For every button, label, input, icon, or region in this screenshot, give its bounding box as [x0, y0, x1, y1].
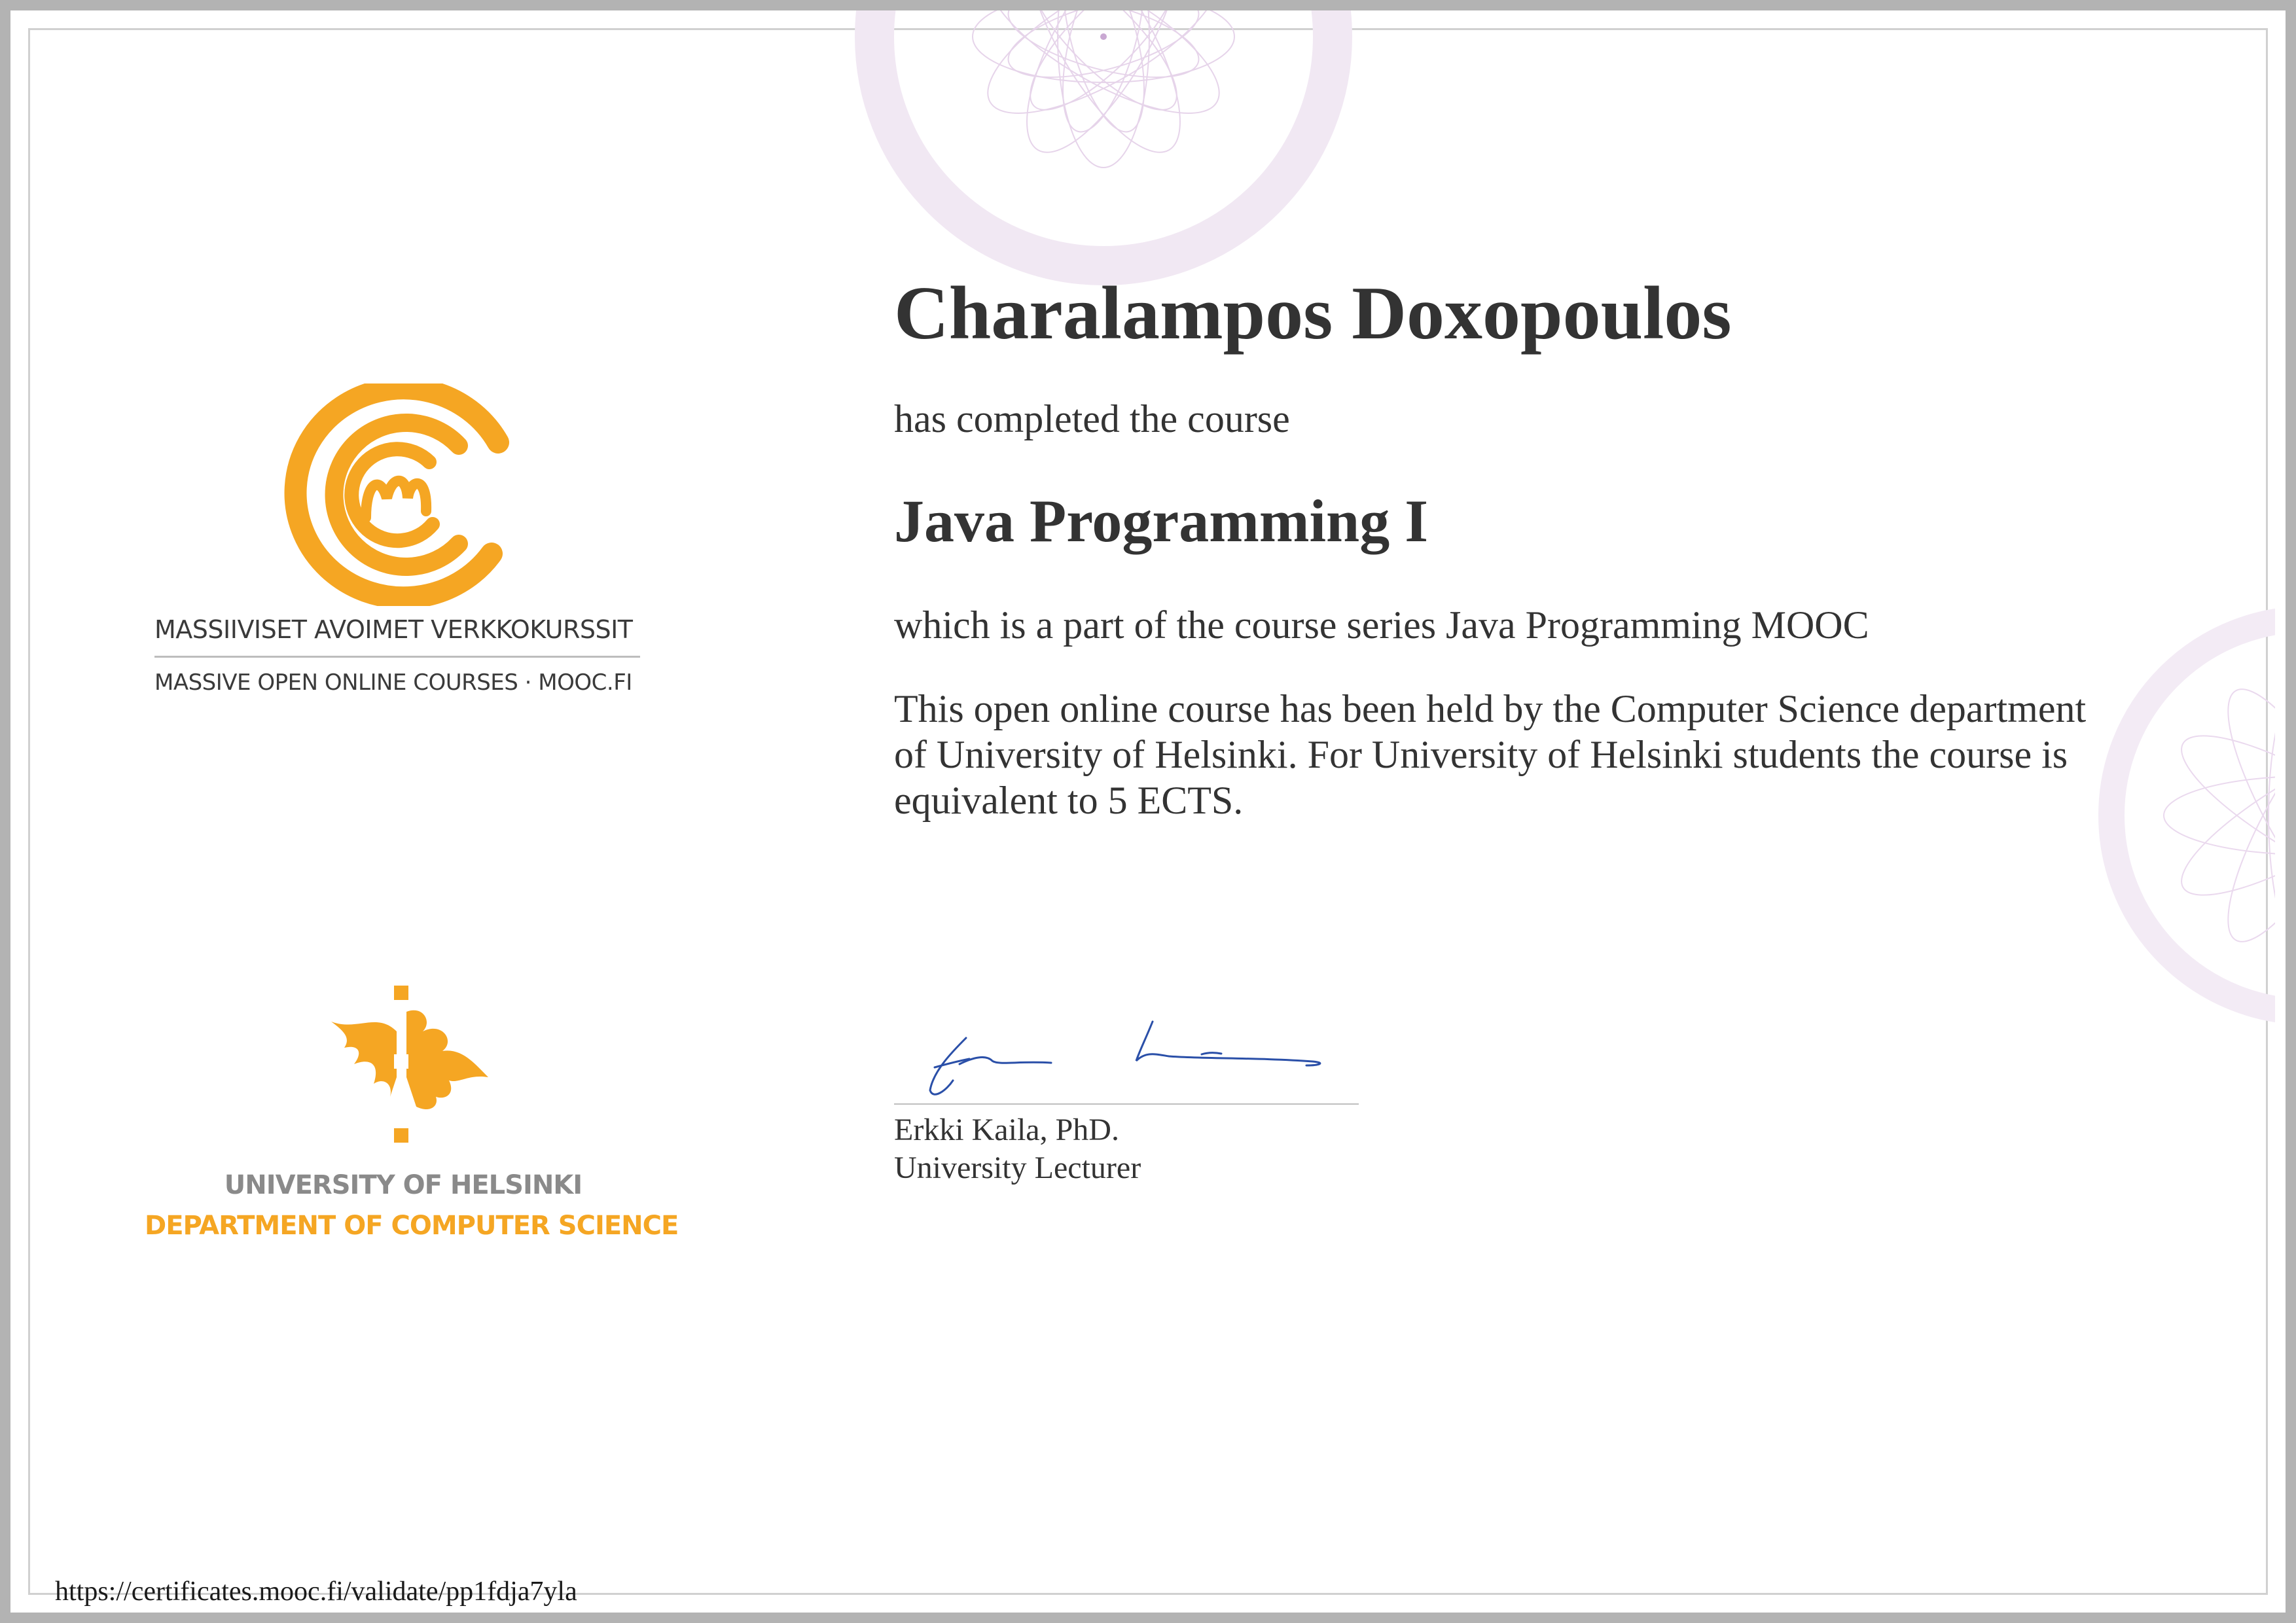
department-name: DEPARTMENT OF COMPUTER SCIENCE	[145, 1211, 679, 1241]
university-name: UNIVERSITY OF HELSINKI	[224, 1170, 583, 1200]
course-description: This open online course has been held by the Computer Science department of University of Helsinki. For University of Helsinki students the course is equivalent to 5 ECTS.	[894, 687, 2087, 822]
signature-line	[894, 1103, 1359, 1105]
completed-text: has completed the course	[894, 397, 1290, 440]
validation-url[interactable]: https://certificates.mooc.fi/validate/pp1fdja7yla	[55, 1577, 577, 1607]
signer-title: University Lecturer	[894, 1150, 1141, 1185]
recipient-name: Charalampos Doxopoulos	[894, 272, 1732, 355]
university-logo	[145, 986, 679, 1241]
mooc-logo-finnish-text: MASSIIVISET AVOIMET VERKKOKURSSIT	[154, 615, 640, 658]
mooc-logo-english-text: MASSIVE OPEN ONLINE COURSES · MOOC.FI	[154, 669, 632, 696]
signer-name: Erkki Kaila, PhD.	[894, 1113, 1119, 1147]
mooc-spiral-icon	[282, 383, 518, 606]
certificate-content	[894, 272, 2138, 823]
signature-block	[894, 1005, 1365, 1187]
mooc-logo	[154, 383, 652, 696]
course-series-text: which is a part of the course series Java Programming MOOC	[894, 603, 1869, 647]
handwritten-signature	[894, 1005, 1352, 1103]
course-title: Java Programming I	[894, 487, 1429, 554]
helsinki-flame-icon	[318, 986, 488, 1143]
